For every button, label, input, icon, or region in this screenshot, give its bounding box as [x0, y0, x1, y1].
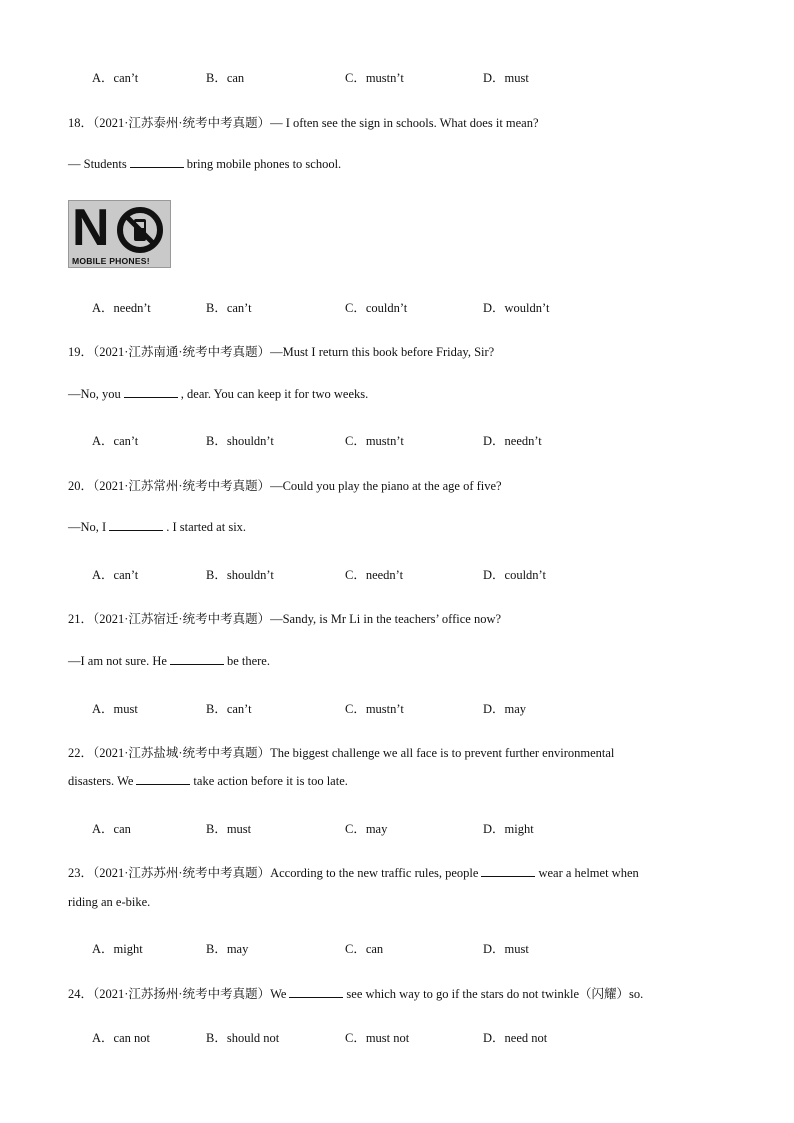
q18-line2-after: bring mobile phones to school. [186, 157, 342, 171]
q24-stem [68, 984, 643, 1002]
q24-options [92, 1028, 712, 1044]
q18-blank [130, 157, 184, 168]
q20-option-b: B．shouldn’t [206, 568, 274, 582]
q22-line2-after: take action before it is too late. [193, 774, 348, 788]
q18-line2 [68, 157, 341, 172]
q19-stem: 19．（2021·江苏南通·统考中考真题）—Must I return this book before Friday, Sir? [68, 345, 495, 359]
q20-option-d: D．couldn’t [483, 568, 546, 582]
q21-option-a: A．must [92, 702, 138, 716]
q24-stem-before: 24．（2021·江苏扬州·统考中考真题）We [68, 987, 287, 1001]
q20-blank [109, 520, 163, 531]
q23-option-c: C．can [345, 942, 384, 956]
q18-option-d: D．wouldn’t [483, 301, 550, 315]
q22-option-d: D．might [483, 822, 534, 836]
q23-blank [481, 866, 535, 877]
q23-stem-after: wear a helmet when [538, 866, 639, 880]
q19-line2-before: —No, you [68, 387, 121, 401]
q23-option-d: D．must [483, 942, 529, 956]
q19-option-b: B．shouldn’t [206, 434, 274, 448]
q17-option-a: A．can’t [92, 71, 139, 85]
q19-option-d: D．needn’t [483, 434, 542, 448]
q20-line2 [68, 520, 246, 535]
q17-option-b: B．can [206, 71, 245, 85]
q18-line2-before: — Students [68, 157, 127, 171]
q22-options [92, 819, 712, 835]
no-mobile-phones-sign [68, 200, 171, 268]
sign-letter-n: N [72, 199, 107, 257]
q21-option-c: C．mustn’t [345, 702, 404, 716]
q21-option-b: B．can’t [206, 702, 252, 716]
q18-option-a: A．needn’t [92, 301, 151, 315]
q23-options [92, 939, 712, 955]
sign-text: MOBILE PHONES! [72, 256, 150, 266]
q17-option-d: D．must [483, 71, 529, 85]
q22-line2 [68, 774, 348, 789]
q23-option-a: A．might [92, 942, 143, 956]
q19-option-a: A．can’t [92, 434, 139, 448]
q21-line2 [68, 654, 270, 669]
q24-option-a: A．can not [92, 1031, 150, 1045]
q23-stem-before: 23．（2021·江苏苏州·统考中考真题）According to the new traffic rules, people [68, 866, 479, 880]
q22-option-b: B．must [206, 822, 252, 836]
q18-option-b: B．can’t [206, 301, 252, 315]
q20-stem: 20．（2021·江苏常州·统考中考真题）—Could you play the piano at the age of five? [68, 479, 502, 493]
q24-option-c: C．must not [345, 1031, 410, 1045]
q17-option-c: C．mustn’t [345, 71, 404, 85]
q18-options [92, 298, 712, 314]
q24-stem-after: see which way to go if the stars do not twinkle（闪耀）so. [346, 987, 644, 1001]
q24-option-b: B．should not [206, 1031, 280, 1045]
q20-line2-after: . I started at six. [166, 520, 247, 534]
q21-line2-after: be there. [226, 654, 270, 668]
q20-line2-before: —No, I [68, 520, 107, 534]
q19-options [92, 431, 712, 447]
q22-stem: 22．（2021·江苏盐城·统考中考真题）The biggest challenge we all face is to prevent further environmental [68, 746, 615, 760]
q22-option-a: A．can [92, 822, 131, 836]
q23-stem [68, 863, 639, 881]
no-phone-icon [116, 206, 164, 254]
q19-line2 [68, 387, 368, 402]
q18-stem: 18．（2021·江苏泰州·统考中考真题）— I often see the sign in schools. What does it mean? [68, 116, 539, 130]
q17-options [92, 68, 712, 84]
q23-option-b: B．may [206, 942, 249, 956]
q20-options [92, 565, 712, 581]
q19-option-c: C．mustn’t [345, 434, 404, 448]
q20-option-c: C．needn’t [345, 568, 404, 582]
q18-option-c: C．couldn’t [345, 301, 408, 315]
q21-line2-before: —I am not sure. He [68, 654, 167, 668]
q20-option-a: A．can’t [92, 568, 139, 582]
q19-line2-after: , dear. You can keep it for two weeks. [180, 387, 369, 401]
q21-stem: 21．（2021·江苏宿迁·统考中考真题）—Sandy, is Mr Li in the teachers’ office now? [68, 612, 502, 626]
q21-options [92, 699, 712, 715]
q22-option-c: C．may [345, 822, 388, 836]
q19-blank [124, 387, 178, 398]
q24-option-d: D．need not [483, 1031, 548, 1045]
q23-line2: riding an e-bike. [68, 895, 151, 909]
q21-blank [170, 654, 224, 665]
q21-option-d: D．may [483, 702, 527, 716]
q22-line2-before: disasters. We [68, 774, 134, 788]
q22-blank [136, 774, 190, 785]
q24-blank [289, 987, 343, 998]
